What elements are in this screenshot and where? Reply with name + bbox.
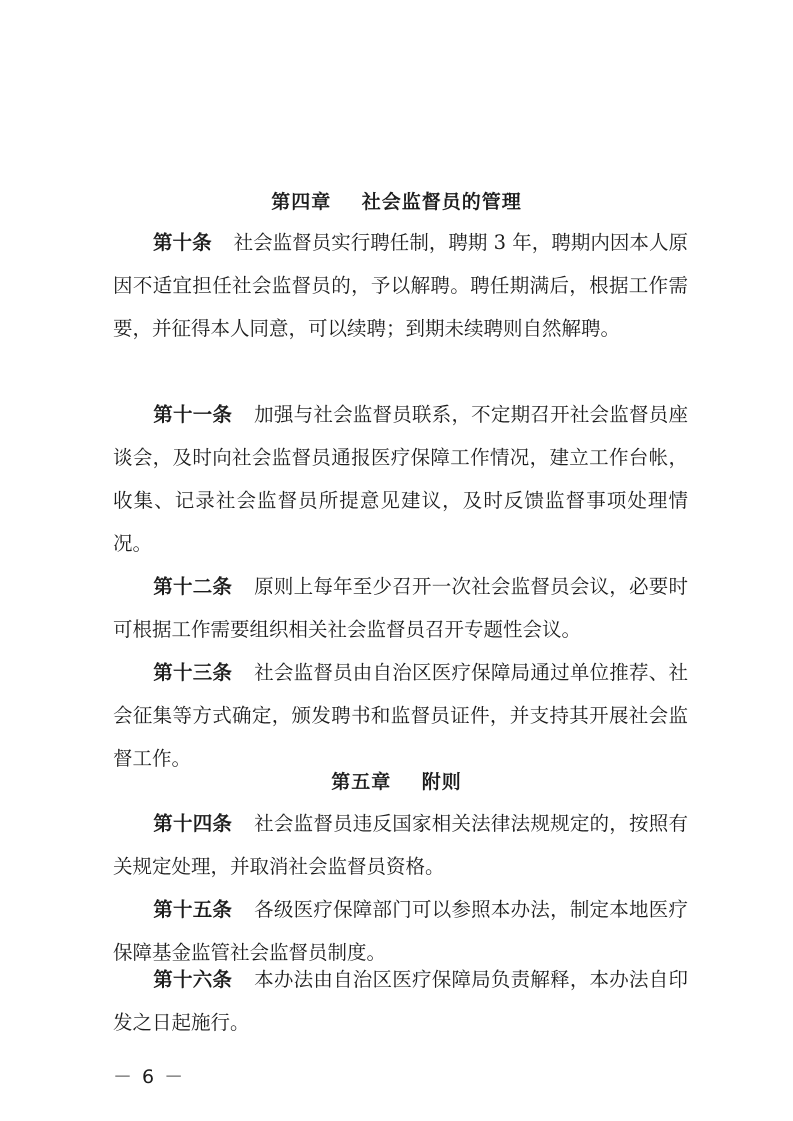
article-10 (113, 221, 688, 350)
page-number: － 6 － (113, 1066, 186, 1088)
article-number: 第十条 (153, 231, 212, 254)
article-text: 加强与社会监督员联系，不定期召开社会监督员座谈会，及时向社会监督员通报医疗保障工作情况，建立工作台帐，收集、记录社会监督员所提意见建议，及时反馈监督事项处理情况。 (113, 403, 688, 555)
article-text: 社会监督员由自治区医疗保障局通过单位推荐、社会征集等方式确定，颁发聘书和监督员证件，并支持其开展社会监督工作。 (113, 661, 688, 770)
article-text: 社会监督员实行聘任制，聘期 3 年，聘期内因本人原因不适宜担任社会监督员的，予以解聘。聘任期满后，根据工作需要，并征得本人同意，可以续聘；到期未续聘则自然解聘。 (113, 231, 688, 340)
article-number: 第十六条 (153, 968, 233, 991)
article-number: 第十一条 (153, 403, 233, 426)
article-number: 第十四条 (153, 812, 233, 835)
article-14 (113, 802, 688, 888)
article-number: 第十五条 (153, 898, 233, 921)
article-text: 本办法由自治区医疗保障局负责解释，本办法自印发之日起施行。 (113, 968, 688, 1034)
article-12 (113, 565, 688, 651)
article-16 (113, 958, 688, 1044)
article-13 (113, 651, 688, 780)
chapter-5-title: 第五章 附则 (331, 771, 462, 793)
chapter-4-title: 第四章 社会监督员的管理 (271, 191, 522, 213)
article-number: 第十三条 (153, 661, 233, 684)
article-text: 社会监督员违反国家相关法律法规规定的，按照有关规定处理，并取消社会监督员资格。 (113, 812, 688, 878)
article-text: 各级医疗保障部门可以参照本办法，制定本地医疗保障基金监管社会监督员制度。 (113, 898, 688, 964)
article-text: 原则上每年至少召开一次社会监督员会议，必要时可根据工作需要组织相关社会监督员召开专题性会议。 (113, 575, 688, 641)
article-11 (113, 393, 688, 565)
article-number: 第十二条 (153, 575, 233, 598)
